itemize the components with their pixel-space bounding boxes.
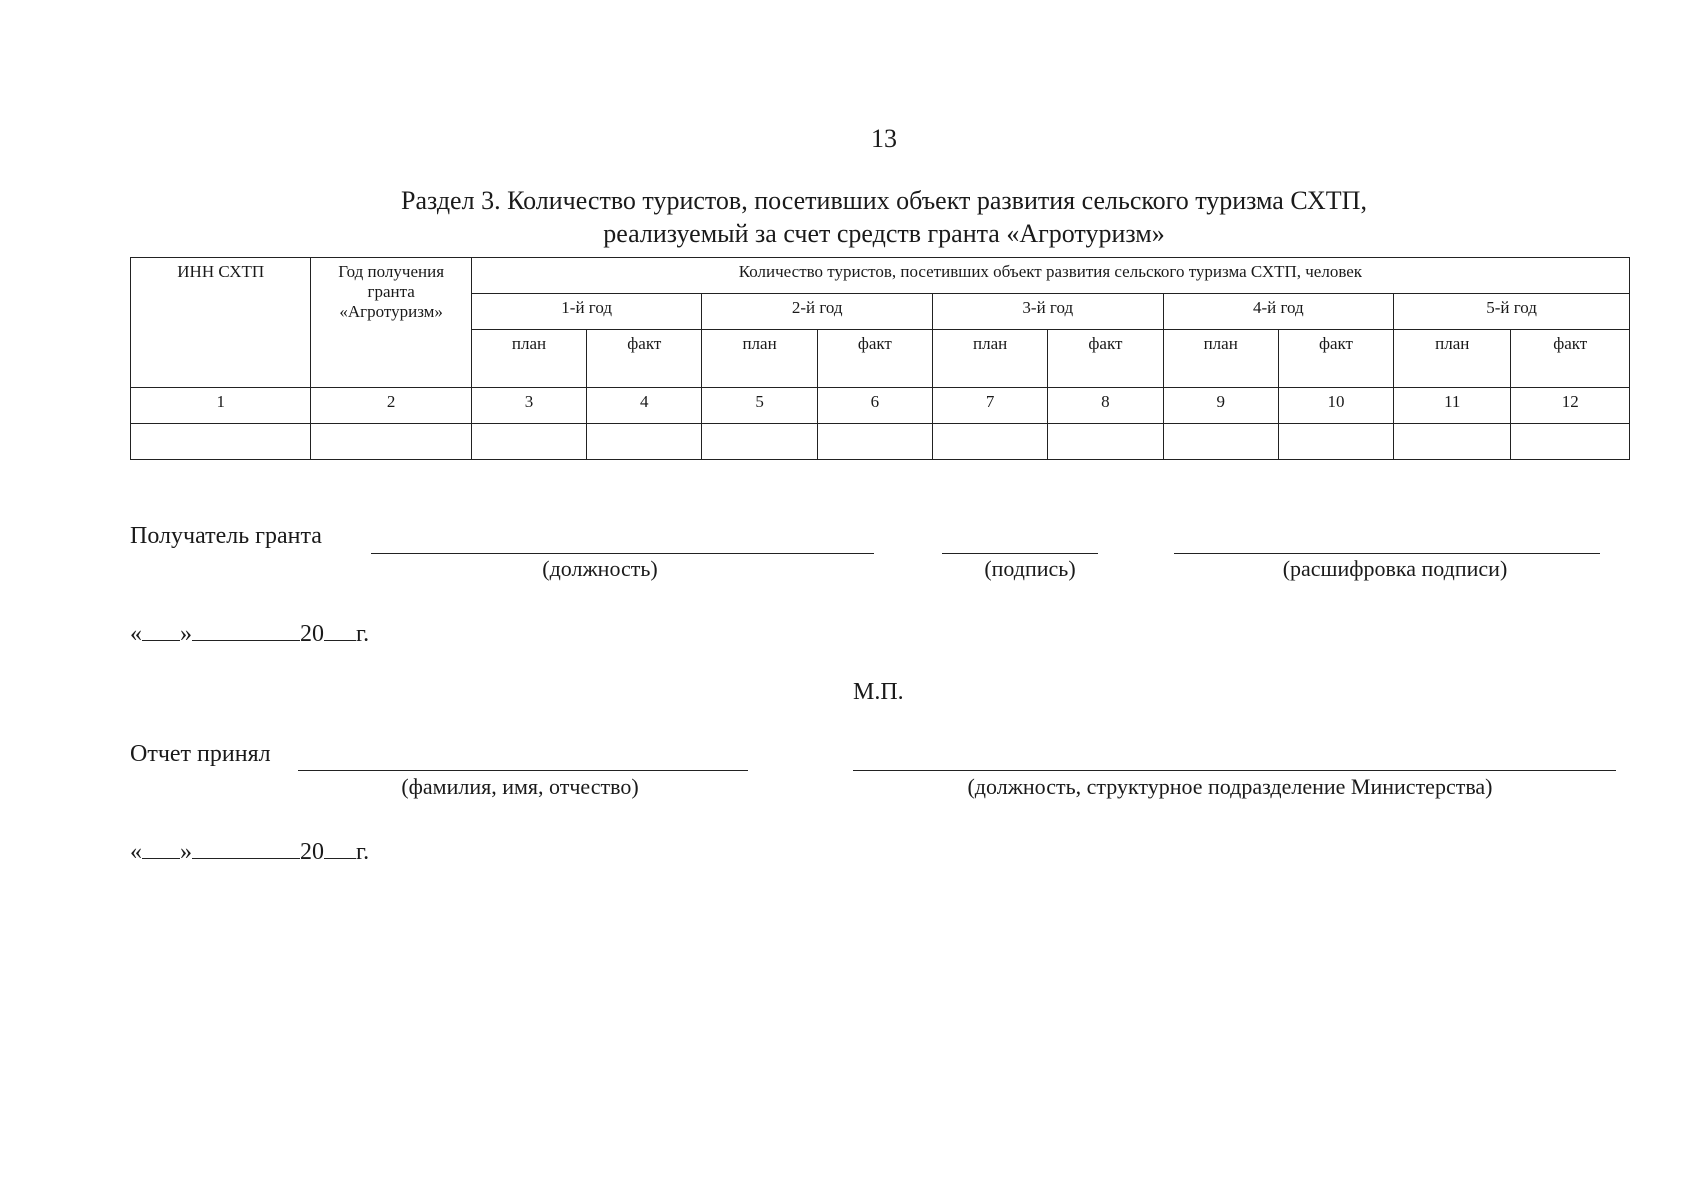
column-number: 1 — [131, 388, 311, 424]
header-year-5: 5-й год — [1394, 294, 1630, 330]
date-field-accepted — [130, 836, 369, 866]
caption-full-name: (фамилия, имя, отчество) — [401, 774, 639, 799]
data-cell[interactable] — [587, 424, 702, 460]
recipient-position-line[interactable] — [371, 553, 874, 554]
stamp-place: М.П. — [853, 679, 904, 705]
column-number: 4 — [587, 388, 702, 424]
date-close-quote: » — [180, 621, 192, 647]
column-number: 11 — [1394, 388, 1511, 424]
column-number: 8 — [1048, 388, 1163, 424]
recipient-decode-line[interactable] — [1174, 553, 1600, 554]
header-plan: план — [702, 330, 817, 388]
section-title-line2: реализуемый за счет средств гранта «Агротуризм» — [603, 219, 1165, 248]
data-cell[interactable] — [471, 424, 586, 460]
column-number: 10 — [1278, 388, 1393, 424]
data-cell[interactable] — [702, 424, 817, 460]
caption-signature: (подпись) — [984, 556, 1076, 581]
month-blank[interactable] — [192, 836, 300, 859]
grant-recipient-label: Получатель гранта — [130, 523, 322, 549]
month-blank[interactable] — [192, 618, 300, 641]
data-cell[interactable] — [932, 424, 1047, 460]
header-fact: факт — [817, 330, 932, 388]
column-number: 7 — [932, 388, 1047, 424]
header-fact: факт — [1048, 330, 1163, 388]
column-number: 3 — [471, 388, 586, 424]
date-field-recipient — [130, 618, 369, 648]
recipient-signature-line[interactable] — [942, 553, 1098, 554]
header-plan: план — [1163, 330, 1278, 388]
section-title — [0, 184, 1693, 250]
year-prefix: 20 — [300, 621, 324, 647]
year-suffix: г. — [356, 621, 370, 647]
header-plan: план — [1394, 330, 1511, 388]
header-year-4: 4-й год — [1163, 294, 1394, 330]
year-prefix: 20 — [300, 839, 324, 865]
data-cell[interactable] — [1394, 424, 1511, 460]
caption-decode: (расшифровка подписи) — [1282, 556, 1508, 581]
day-blank[interactable] — [142, 618, 180, 641]
caption-position: (должность) — [542, 556, 658, 581]
accepted-name-line[interactable] — [298, 770, 748, 771]
caption-ministry-position: (должность, структурное подразделение Министерства) — [967, 774, 1493, 799]
data-cell[interactable] — [131, 424, 311, 460]
header-grant-year: Год получения гранта «Агротуризм» — [311, 258, 471, 388]
accepted-position-line[interactable] — [853, 770, 1616, 771]
column-number: 6 — [817, 388, 932, 424]
header-plan: план — [471, 330, 586, 388]
column-number: 2 — [311, 388, 471, 424]
header-plan: план — [932, 330, 1047, 388]
header-fact: факт — [1511, 330, 1630, 388]
table-row — [131, 424, 1630, 460]
section-title-line1: Раздел 3. Количество туристов, посетивших объект развития сельского туризма СХТП, — [401, 186, 1367, 215]
data-cell[interactable] — [1278, 424, 1393, 460]
header-year-2: 2-й год — [702, 294, 933, 330]
column-number: 9 — [1163, 388, 1278, 424]
header-tourists-count: Количество туристов, посетивших объект развития сельского туризма СХТП, человек — [471, 258, 1629, 294]
header-fact: факт — [1278, 330, 1393, 388]
data-cell[interactable] — [817, 424, 932, 460]
year-blank[interactable] — [324, 618, 356, 641]
data-cell[interactable] — [311, 424, 471, 460]
report-accepted-label: Отчет принял — [130, 741, 271, 767]
data-cell[interactable] — [1163, 424, 1278, 460]
data-cell[interactable] — [1511, 424, 1630, 460]
column-number: 5 — [702, 388, 817, 424]
header-year-3: 3-й год — [932, 294, 1163, 330]
year-suffix: г. — [356, 839, 370, 865]
header-fact: факт — [587, 330, 702, 388]
header-inn: ИНН СХТП — [131, 258, 311, 388]
date-close-quote: » — [180, 839, 192, 865]
day-blank[interactable] — [142, 836, 180, 859]
date-open-quote: « — [130, 621, 142, 647]
year-blank[interactable] — [324, 836, 356, 859]
date-open-quote: « — [130, 839, 142, 865]
column-number: 12 — [1511, 388, 1630, 424]
data-cell[interactable] — [1048, 424, 1163, 460]
header-year-1: 1-й год — [471, 294, 702, 330]
page-number: 13 — [871, 124, 897, 153]
tourists-table — [130, 257, 1630, 460]
